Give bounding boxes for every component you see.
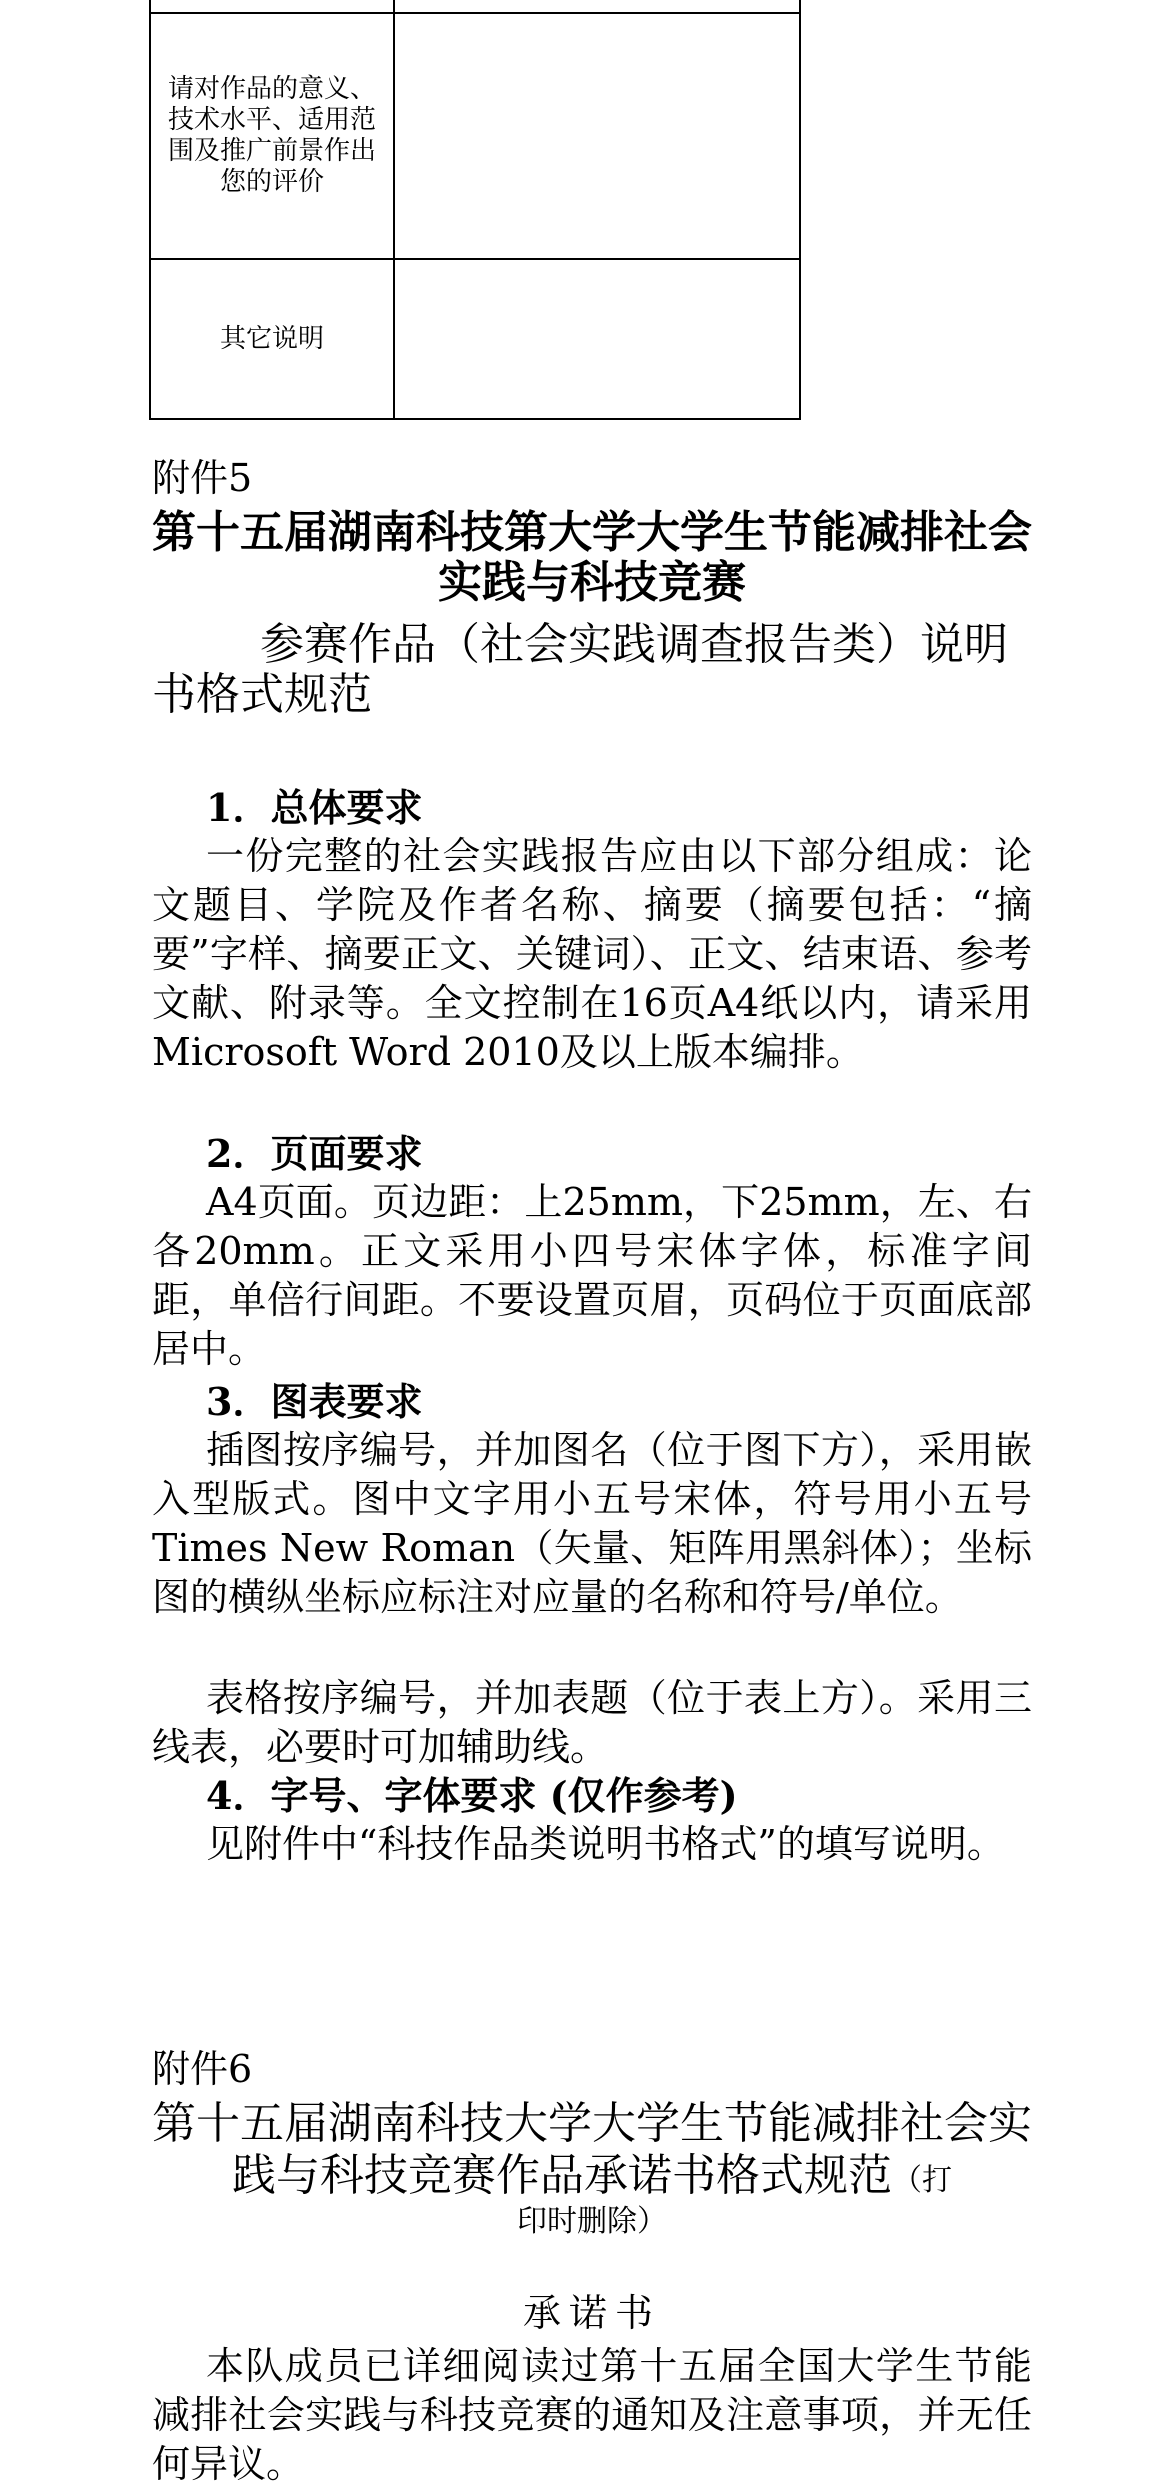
section1-heading: 1．总体要求	[206, 785, 423, 830]
annex6-label: 附件6	[152, 2047, 253, 2091]
annex5-title: 第十五届湖南科技第大学大学生节能减排社会实践与科技竞赛	[152, 507, 1032, 608]
annex5-label: 附件5	[152, 456, 253, 500]
section3-text-tables: 表格按序编号，并加表题（位于表上方）。采用三线表，必要时可加辅助线。	[152, 1676, 1032, 1769]
section1-text: 一份完整的社会实践报告应由以下部分组成：论文题目、学院及作者名称、摘要（摘要包括：“摘要”字样、摘要正文、关键词）、正文、结束语、参考文献、附录等。全文控制在16页A4纸以内，请采用Microsoft Word 2010及以上版本编排。	[152, 834, 1032, 1074]
table-cell	[394, 0, 800, 13]
evaluation-field[interactable]	[394, 13, 800, 259]
other-notes-field[interactable]	[394, 259, 800, 419]
section2-heading: 2．页面要求	[206, 1131, 423, 1176]
section4-heading: 4．字号、字体要求 (仅作参考)	[206, 1773, 738, 1818]
section3-heading: 3．图表要求	[206, 1379, 423, 1424]
section3-text-figures: 插图按序编号，并加图名（位于图下方），采用嵌入型版式。图中文字用小五号宋体，符号用小五号Times New Roman（矢量、矩阵用黑斜体）；坐标图的横纵坐标应标注对应量的名称和符号/单位。	[152, 1428, 1032, 1619]
review-table	[149, 0, 801, 420]
annex5-subtitle: 参赛作品（社会实践调查报告类）说明书格式规范	[152, 619, 1008, 720]
section2-text: A4页面。页边距：上25mm，下25mm，左、右各20mm。正文采用小四号宋体字体，标准字间距，单倍行间距。不要设置页眉，页码位于页面底部居中。	[152, 1180, 1032, 1371]
annex6-title	[152, 2098, 1032, 2207]
pledge-heading: 承诺书	[522, 2291, 661, 2335]
evaluation-label: 请对作品的意义、技术水平、适用范围及推广前景作出您的评价	[150, 13, 394, 259]
table-cell	[150, 0, 394, 13]
annex6-title-text: 第十五届湖南科技大学大学生节能减排社会实践与科技竞赛作品承诺书格式规范	[152, 2098, 1032, 2201]
annex6-title-note-cont: 印时删除）	[517, 2204, 667, 2239]
annex6-title-note: （打	[892, 2163, 952, 2198]
other-notes-label: 其它说明	[150, 259, 394, 419]
pledge-text: 本队成员已详细阅读过第十五届全国大学生节能减排社会实践与科技竞赛的通知及注意事项，并无任何异议。	[152, 2344, 1032, 2486]
section4-text: 见附件中“科技作品类说明书格式”的填写说明。	[206, 1822, 1005, 1866]
